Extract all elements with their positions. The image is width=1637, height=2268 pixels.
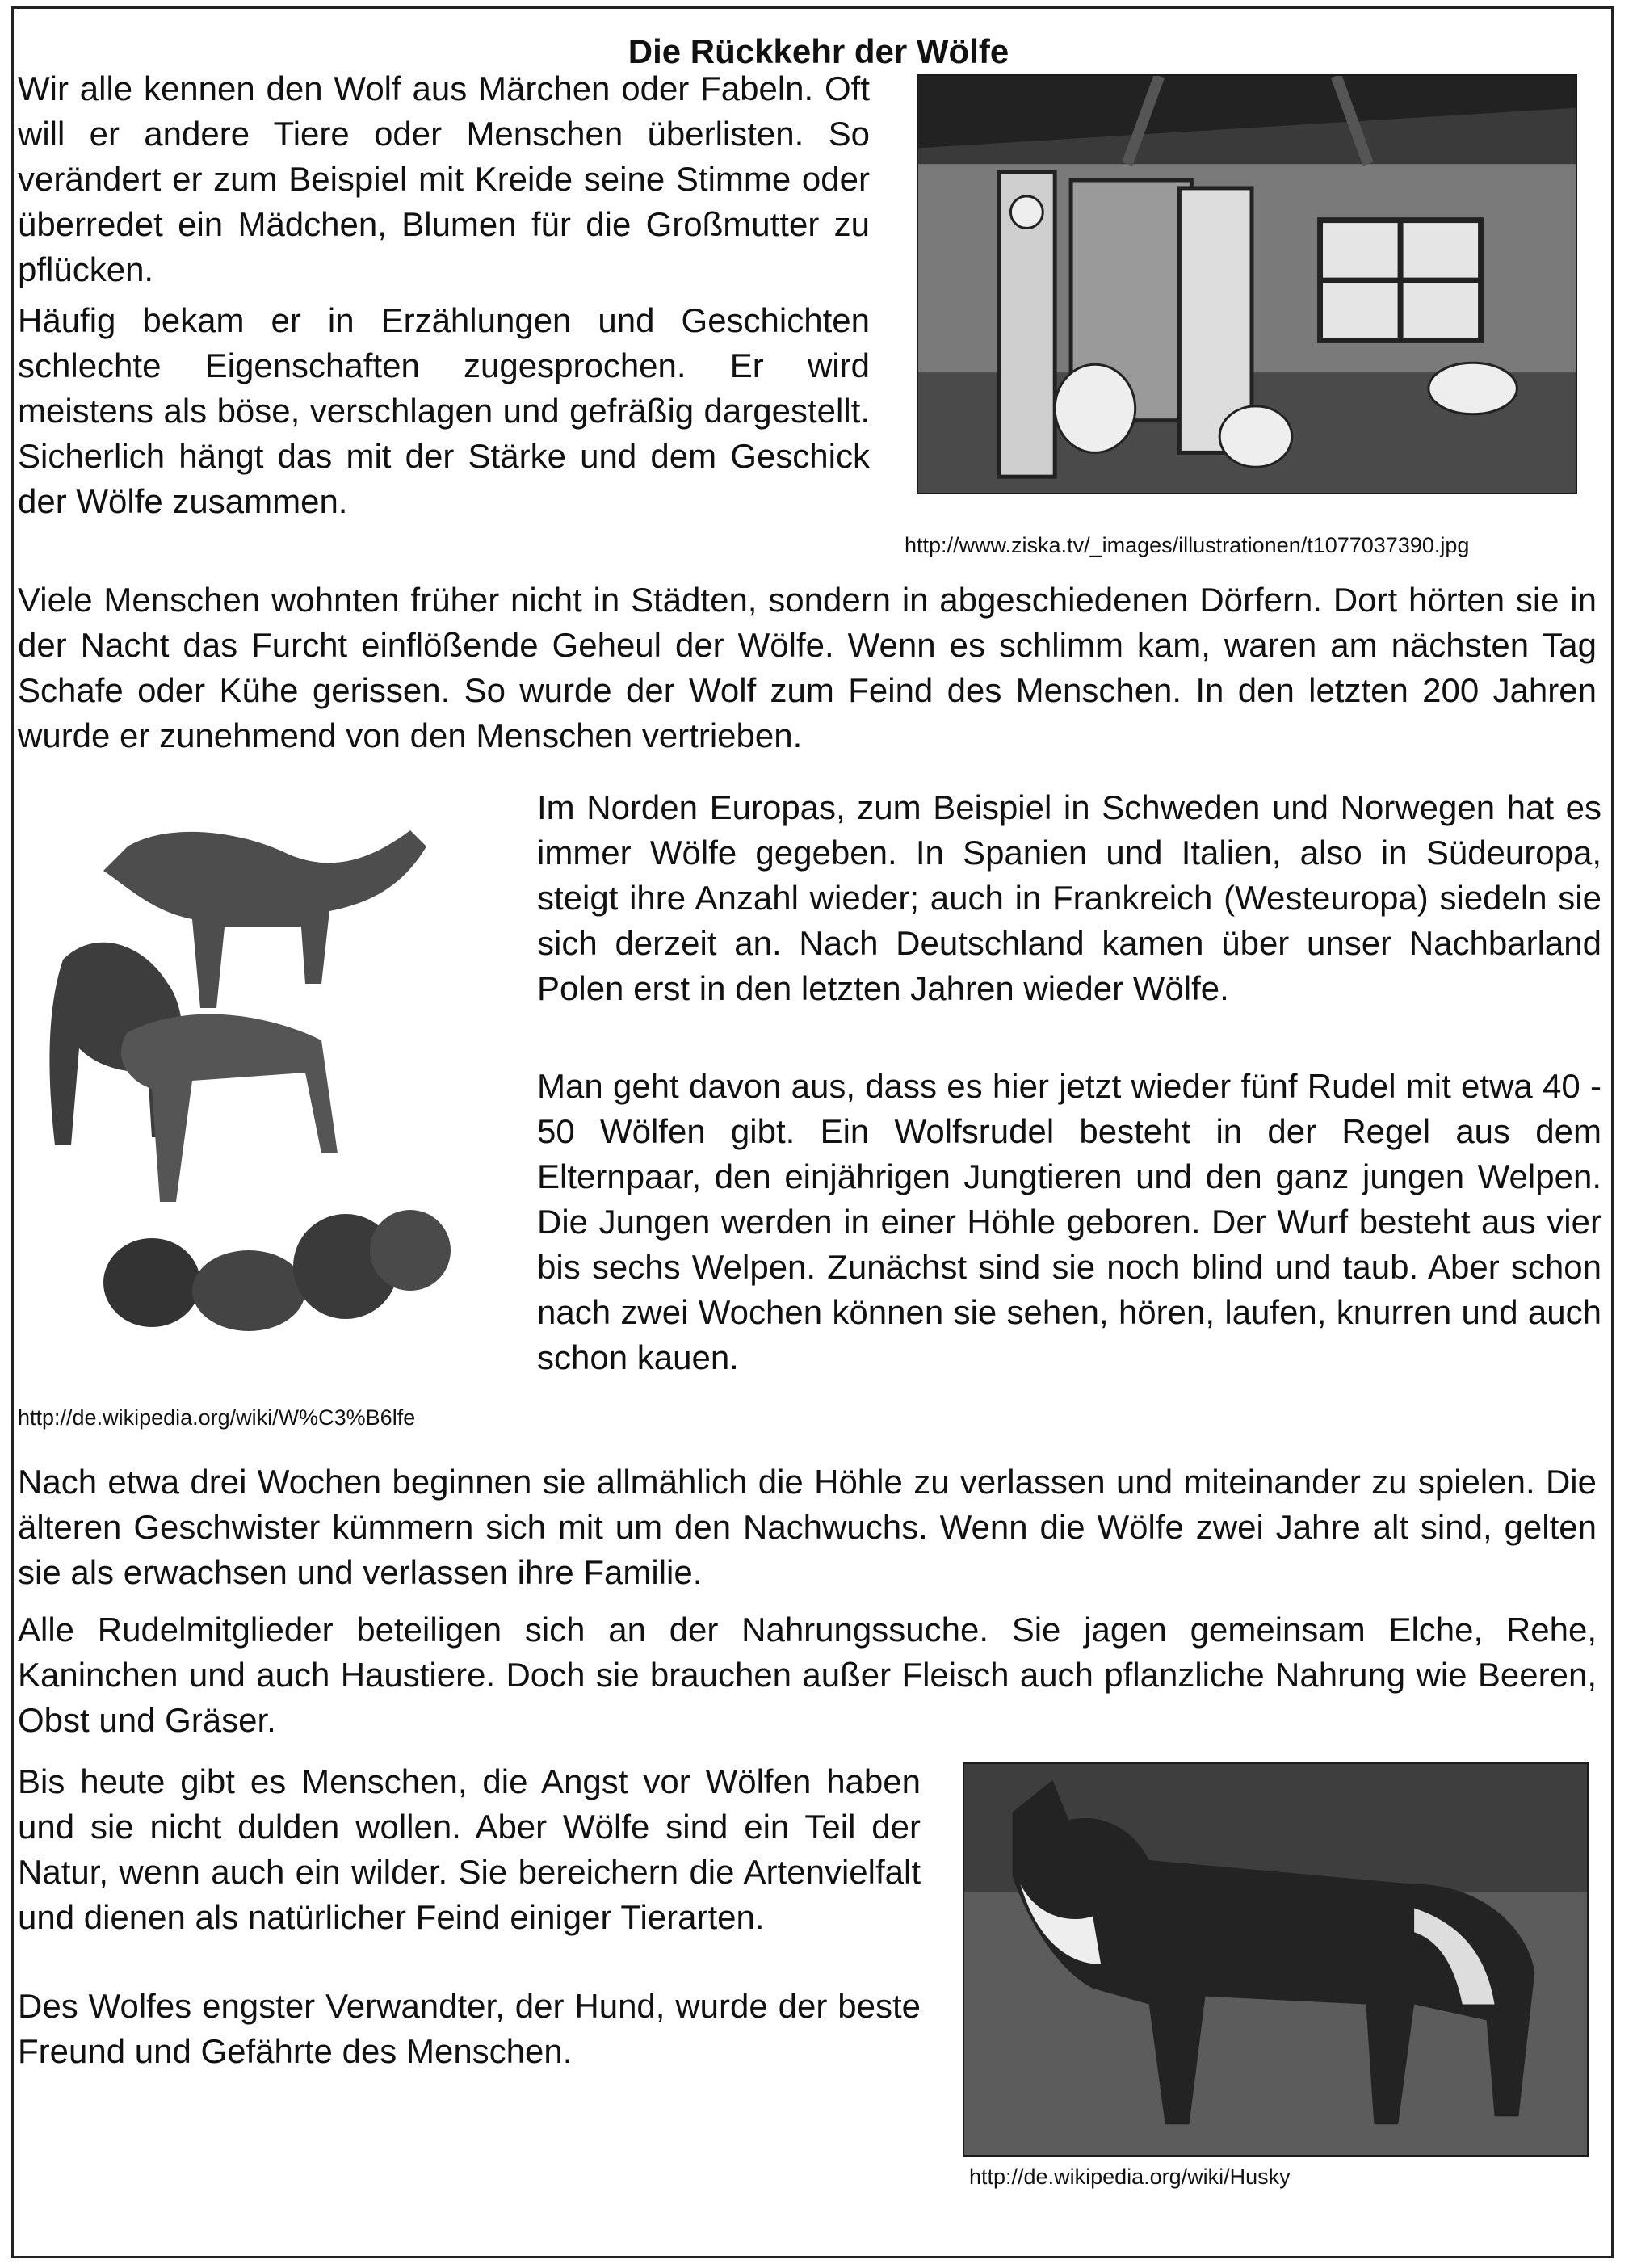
paragraph-europe: Im Norden Europas, zum Beispiel in Schweden und Norwegen hat es immer Wölfe gegeben. In Spanien und Italien, also in Südeuropa, steigt ihre Anzahl wieder; auch in Frankreich (Westeuropa) siedeln sie sich derzeit an. Nach Deutschland kamen über unser Nachbarland Polen erst in den letzten Jahren wieder Wölfe. [537,788,1601,1007]
paragraph-fairy-tales: Wir alle kennen den Wolf aus Märchen oder Fabeln. Oft will er andere Tiere oder Menschen überlisten. So verändert er zum Beispiel mit Kreide seine Stimme oder überredet ein Mädchen, Blumen für die Großmutter zu pflücken. [18,69,870,288]
husky-photo [963,1762,1589,2157]
paragraph-bad-reputation: Häufig bekam er in Erzählungen und Geschichten schlechte Eigenschaften zugesprochen. Er wird meistens als böse, verschlagen und gefräßig dargestellt. Sicherlich hängt das mit der Stärke und dem Geschick der Wölfe zusammen. [18,301,870,520]
paragraph-villages: Viele Menschen wohnten früher nicht in Städten, sondern in abgeschiedenen Dörfern. Dort hörten sie in der Nacht das Furcht einflößende Geheul der Wölfe. Wenn es schlimm kam, waren am nächsten Tag Schafe oder Kühe gerissen. So wurde der Wolf zum Feind des Menschen. In den letzten 200 Jahren wurde er zunehmend von den Menschen vertrieben. [18,581,1597,754]
illustration-source-caption: http://www.ziska.tv/_images/illustrationen/t1077037390.jpg [905,533,1470,557]
husky-source-caption: http://de.wikipedia.org/wiki/Husky [969,2165,1291,2189]
paragraph-cubs: Nach etwa drei Wochen beginnen sie allmählich die Höhle zu verlassen und miteinander zu spielen. Die älteren Geschwister kümmern sich mit um den Nachwuchs. Wenn die Wölfe zwei Jahre alt sind, gelten sie als erwachsen und verlassen ihre Familie. [18,1463,1597,1591]
paragraph-food: Alle Rudelmitglieder beteiligen sich an der Nahrungssuche. Sie jagen gemeinsam Elche, Rehe, Kaninchen und auch Haustiere. Doch sie brauchen außer Fleisch auch pflanzliche Nahrung wie Beeren, Obst und Gräser. [18,1611,1597,1739]
paragraph-packs: Man geht davon aus, dass es hier jetzt wieder fünf Rudel mit etwa 40 - 50 Wölfen gibt. Ein Wolfsrudel besteht in der Regel aus dem Elternpaar, den einjährigen Jungtieren und den ganz jungen Welpen. Die Jungen werden in einer Höhle geboren. Der Wurf besteht aus vier bis sechs Welpen. Zunächst sind sie noch blind und taub. Aber schon nach zwei Wochen können sie sehen, hören, laufen, knurren und auch schon kauen. [537,1067,1601,1376]
paragraph-dog: Des Wolfes engster Verwandter, der Hund, wurde der beste Freund und Gefährte des Menschen. [18,1987,921,2070]
fairy-tale-illustration [917,74,1577,494]
paragraph-nature: Bis heute gibt es Menschen, die Angst vor Wölfen haben und sie nicht dulden wollen. Aber Wölfe sind ein Teil der Natur, wenn auch ein wilder. Sie bereichern die Artenvielfalt und dienen als natürlicher Feind einiger Tierarten. [18,1762,921,1936]
wolves-source-caption: http://de.wikipedia.org/wiki/W%C3%B6lfe [18,1405,416,1430]
wolf-pack-photo [31,798,483,1347]
page-title: Die Rückkehr der Wölfe [628,32,1009,71]
